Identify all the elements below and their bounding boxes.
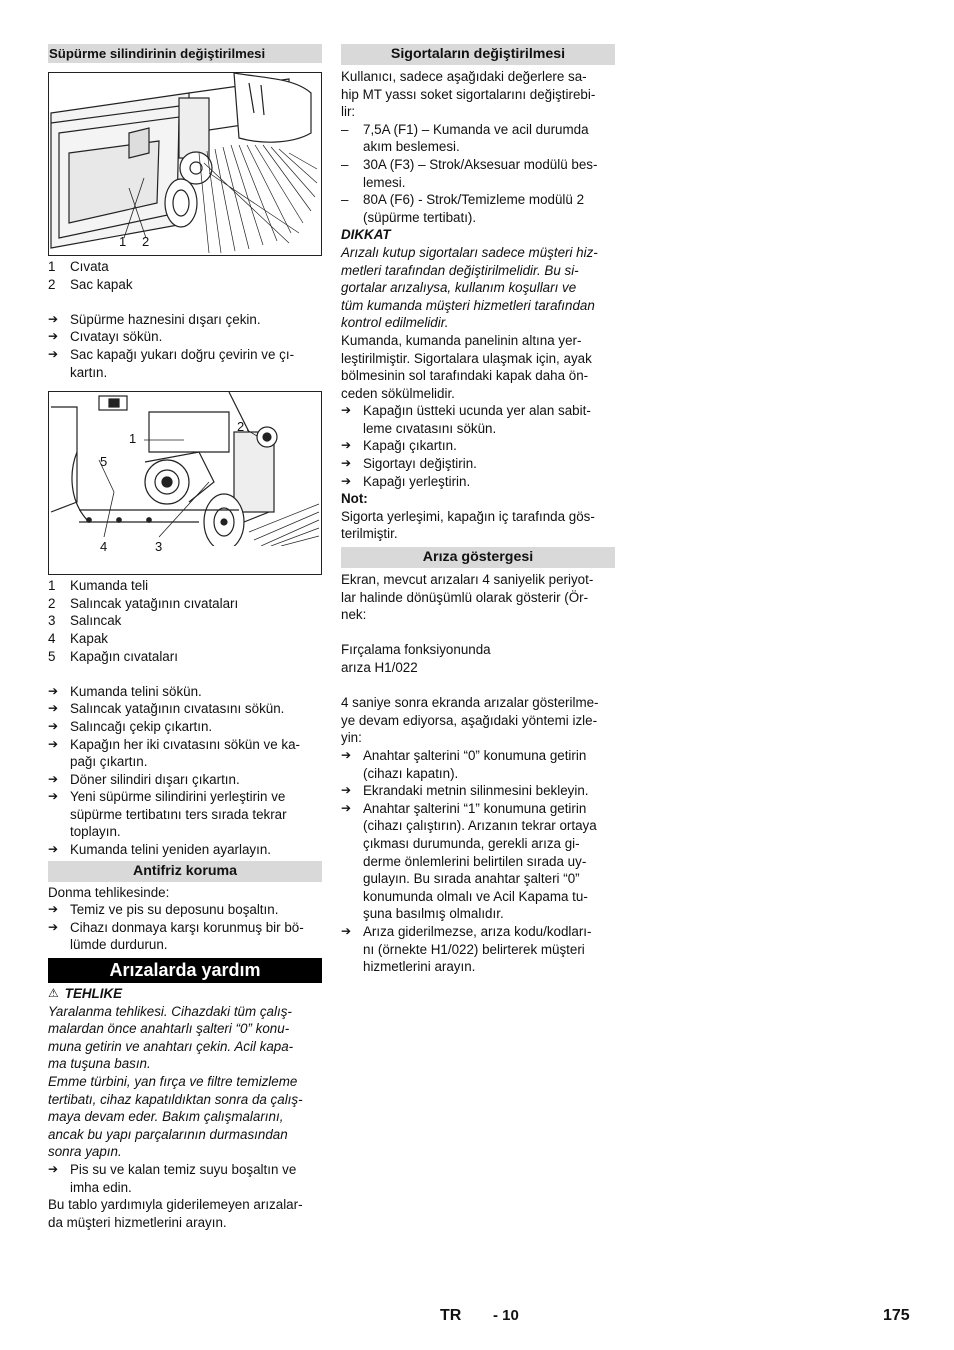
arrow-right-icon: ➔ [48, 1161, 59, 1176]
legend-item: 2 Salıncak yatağının cıvataları [48, 595, 239, 611]
legend-item: 5 Kapağın cıvataları [48, 648, 178, 664]
figure2-label-2: 2 [237, 419, 245, 435]
fuses-list [341, 121, 615, 227]
step-item: ➔ Anahtar şalterini “1” konumuna getirin (cihazı çalıştırın). Arızanın tekrar ortaya çıkması durumunda, gerekli arıza gi- derme önlemlerini belirtilen sırada uy- gulayın. Bu sırada anahtar şalteri “0” konumunda olmalı ve Acil Kapama tu- şuna basılmış olmalıdır. [341, 800, 597, 922]
figure2-label-4: 4 [100, 539, 108, 555]
note-label: Not: [341, 491, 368, 507]
arrow-right-icon: ➔ [48, 736, 59, 751]
step-item: ➔ Anahtar şalterini “0” konumuna getirin (cihazı kapatın). [341, 747, 587, 781]
figure-swing-arm [48, 391, 322, 575]
step-item: ➔ Temiz ve pis su deposunu boşaltın. [48, 902, 279, 918]
arrow-right-icon: ➔ [48, 683, 59, 698]
arrow-right-icon: ➔ [48, 771, 59, 786]
arrow-right-icon: ➔ [341, 403, 352, 418]
step-item: ➔ Kapağın üstteki ucunda yer alan sabit- leme cıvatasını sökün. [341, 403, 591, 436]
footer-page-number: 175 [883, 1307, 910, 1324]
section-heading-sweeping-roller: Süpürme silindirinin değiştirilmesi [48, 44, 322, 63]
arrow-right-icon: ➔ [341, 747, 352, 762]
legend-item: 4 Kapak [48, 630, 108, 646]
steps-fault [341, 747, 615, 976]
step-item: ➔ Süpürme haznesini dışarı çekin. [48, 311, 261, 327]
step-item: ➔ Salıncak yatağının cıvatasını sökün. [48, 701, 285, 717]
section-heading-fuses: Sigortaların değiştirilmesi [341, 44, 615, 65]
list-item: – 7,5A (F1) – Kumanda ve acil durumda akım beslemesi. [341, 121, 589, 155]
section-heading-fault-display: Arıza göstergesi [341, 547, 615, 568]
swing-arm-illustration [49, 392, 321, 546]
list-item: – 80A (F6) - Strok/Temizleme modülü 2 (süpürme tertibatı). [341, 192, 585, 225]
antifreeze-intro: Donma tehlikesinde: [48, 884, 170, 900]
fault-intro: Ekran, mevcut arızaları 4 saniyelik periyot- lar halinde dönüşümlü olarak gösterir (Ör- nek: [341, 572, 594, 623]
step-item: ➔ Sac kapağı yukarı doğru çevirin ve çı- kartın. [48, 346, 295, 380]
section-heading-antifreeze: Antifriz koruma [48, 861, 322, 882]
step-item: ➔ Arıza giderilmezse, arıza kodu/kodları- nı (örnekte H1/022) belirterek müşteri hizmetlerini arayın. [341, 923, 592, 975]
figure1-label-1: 1 [119, 234, 127, 249]
figure2-label-1: 1 [129, 431, 137, 447]
caution-label: DIKKAT [341, 227, 391, 243]
left-column [48, 44, 322, 1231]
legend-item: 1 Cıvata [48, 259, 109, 274]
arrow-right-icon: ➔ [48, 346, 59, 361]
arrow-right-icon: ➔ [341, 473, 352, 488]
step-item: ➔ Kapağın her iki cıvatasını sökün ve ka- pağı çıkartın. [48, 736, 300, 770]
warning-triangle-icon: ⚠ [48, 986, 59, 1001]
legend-item: 2 Sac kapak [48, 276, 133, 292]
section-heading-fault-help: Arızalarda yardım [48, 958, 322, 983]
figure-sweeper-cover [48, 72, 322, 256]
step-item: ➔ Döner silindiri dışarı çıkartın. [48, 771, 240, 787]
step-item: ➔ Kumanda telini yeniden ayarlayın. [48, 842, 271, 858]
steps-help [48, 1161, 322, 1196]
steps-replace-roller [48, 683, 322, 859]
arrow-right-icon: ➔ [341, 438, 352, 453]
arrow-right-icon: ➔ [341, 923, 352, 938]
step-item: ➔ Sigortayı değiştirin. [341, 456, 477, 472]
help-outro: Bu tablo yardımıyla giderilemeyen arızalar- da müşteri hizmetlerini arayın. [48, 1197, 303, 1230]
steps-antifreeze [48, 901, 322, 954]
arrow-right-icon: ➔ [48, 842, 59, 857]
arrow-right-icon: ➔ [48, 789, 59, 804]
arrow-right-icon: ➔ [341, 783, 352, 798]
footer-language: TR [440, 1307, 462, 1324]
step-item: ➔ Cihazı donmaya karşı korunmuş bir bö- lümde durdurun. [48, 919, 304, 953]
arrow-right-icon: ➔ [48, 902, 59, 917]
arrow-right-icon: ➔ [48, 329, 59, 344]
fuses-location: Kumanda, kumanda panelinin altına yer- leştirilmiştir. Sigortalara ulaşmak için, ayak bölmesinin sol tarafındaki kapak daha ön- ceden sökülmelidir. [341, 332, 592, 401]
step-item: ➔ Pis su ve kalan temiz suyu boşaltın ve imha edin. [48, 1161, 297, 1195]
note-text: Sigorta yerleşimi, kapağın iç tarafında gös- terilmiştir. [341, 508, 595, 542]
arrow-right-icon: ➔ [48, 311, 59, 326]
fault-example: Fırçalama fonksiyonunda arıza H1/022 [341, 642, 491, 675]
danger-label: ⚠ TEHLIKE [48, 986, 123, 1002]
step-item: ➔ Kapağı çıkartın. [341, 438, 457, 454]
fuses-intro: Kullanıcı, sadece aşağıdaki değerlere sa- hip MT yassı soket sigortalarını değiştirebi- lir: [341, 69, 596, 120]
step-item: ➔ Yeni süpürme silindirini yerleştirin ve süpürme tertibatını ters sırada tekrar toplayın. [48, 789, 287, 840]
step-item: ➔ Kumanda telini sökün. [48, 683, 202, 699]
caution-text: Arızalı kutup sigortaları sadece müşteri hiz- metleri tarafından değiştirilmelidir. Bu si- gortalar arızalıysa, kullanım koşulları ve tüm kumanda müşteri hizmetleri tarafından kontrol edilmelidir. [341, 244, 598, 331]
step-item: ➔ Salıncağı çekip çıkartın. [48, 718, 213, 734]
legend-item: 1 Kumanda teli [48, 578, 149, 594]
arrow-right-icon: ➔ [341, 800, 352, 815]
arrow-right-icon: ➔ [48, 701, 59, 716]
legend-item: 3 Salıncak [48, 613, 122, 629]
arrow-right-icon: ➔ [48, 718, 59, 733]
steps-remove-cover [48, 311, 322, 381]
figure1-label-2: 2 [142, 234, 150, 249]
sweeper-cover-illustration [49, 73, 321, 255]
danger-text: Yaralanma tehlikesi. Cihazdaki tüm çalış- malardan önce anahtarlı şalteri “0” konu- muna getirin ve anahtarı çekin. Acil kapa- ma tuşuna basın. Emme türbini, yan fırça ve filtre temizleme tertibatı, cihaz kapatıldıktan sonra da çalış- maya devam eder. Bakım çalışmalarını, ancak bu yapı parçalarının durmasından sonra yapın. [48, 1003, 303, 1160]
steps-fuses [341, 402, 615, 490]
legend-figure2 [48, 577, 322, 665]
step-item: ➔ Kapağı yerleştirin. [341, 473, 471, 489]
list-item: – 30A (F3) – Strok/Aksesuar modülü bes- lemesi. [341, 156, 598, 190]
step-item: ➔ Ekrandaki metnin silinmesini bekleyin. [341, 783, 589, 799]
footer-local-page: - 10 [493, 1307, 519, 1324]
fault-followup: 4 saniye sonra ekranda arızalar gösterilme- ye devam ediyorsa, aşağıdaki yöntemi izle- yin: [341, 695, 599, 746]
figure2-label-3: 3 [155, 539, 163, 555]
figure2-label-5: 5 [100, 454, 108, 470]
arrow-right-icon: ➔ [48, 919, 59, 934]
step-item: ➔ Cıvatayı sökün. [48, 329, 163, 345]
arrow-right-icon: ➔ [341, 456, 352, 471]
right-column [341, 44, 615, 976]
legend-figure1 [48, 258, 322, 293]
